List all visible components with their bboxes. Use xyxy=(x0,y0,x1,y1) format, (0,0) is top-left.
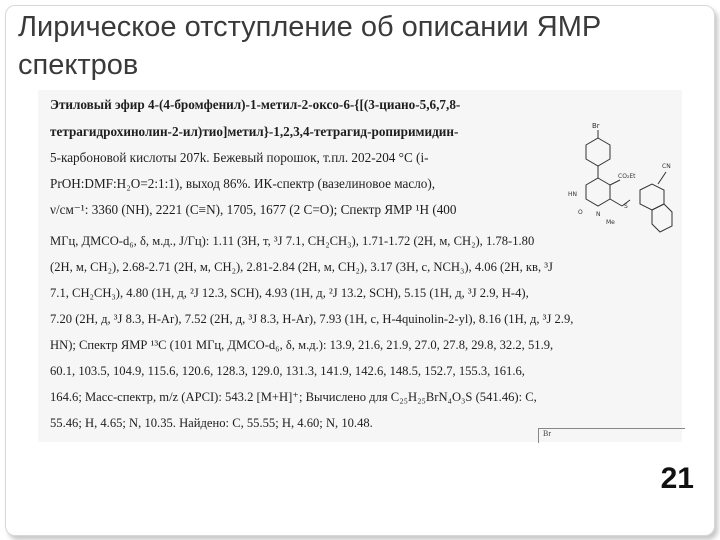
doc-line-13: 55.46; H, 4.65; N, 10.35. Найдено: C, 55.55; H, 4.60; N, 10.48. xyxy=(50,416,373,430)
doc-line-5: ν/см⁻¹: 3360 (NH), 2221 (C≡N), 1705, 1677 (2 C=O); Спектр ЯМР ¹H (400 xyxy=(50,202,457,217)
doc-line-12: 164.6; Масс-спектр, m/z (APCI): 543.2 [M+H]⁺; Вычислено для C₂₅H₂₅BrN₄O₃S (541.46): C, xyxy=(50,390,537,404)
label-nh: HN xyxy=(568,191,577,198)
document-scan xyxy=(38,90,682,442)
next-structure-fragment xyxy=(538,428,685,443)
label-s: S xyxy=(624,203,628,210)
slide-title: Лирическое отступление об описании ЯМР спектров xyxy=(18,11,602,81)
chemical-structure xyxy=(558,120,676,258)
doc-line-6: МГц, ДМСО-d₆, δ, м.д., J/Гц): 1.11 (3H, т, ³J 7.1, CH₂CH₃), 1.71-1.72 (2H, м, CH₂), 1.78-1.80 xyxy=(50,234,535,248)
label-n: N xyxy=(596,211,601,218)
fragment-label: Br xyxy=(543,429,551,438)
doc-line-4: PrOH:DMF:H₂O=2:1:1), выход 86%. ИК-спектр (вазелиновое масло), xyxy=(50,176,436,191)
label-ester: CO₂Et xyxy=(618,173,636,180)
doc-line-9: 7.20 (2H, д, ³J 8.3, H-Ar), 7.52 (2H, д, ³J 8.3, H-Ar), 7.93 (1H, с, H-4quinolin-2-yl), 8.16 (1H, д, ³J 2.9, xyxy=(50,312,574,326)
label-cn: CN xyxy=(662,163,671,170)
doc-line-3: 5-карбоновой кислоты 207k. Бежевый порошок, т.пл. 202-204 °С (i- xyxy=(50,150,429,165)
label-o: O xyxy=(578,209,583,216)
doc-line-1: Этиловый эфир 4-(4-бромфенил)-1-метил-2-оксо-6-{[(3-циано-5,6,7,8- xyxy=(50,97,461,112)
doc-line-8: 7.1, CH₂CH₃), 4.80 (1H, д, ²J 12.3, SCH), 4.93 (1H, д, ²J 13.2, SCH), 5.15 (1H, д, ³J 2.9, H-4), xyxy=(50,286,529,300)
doc-line-10: HN); Спектр ЯМР ¹³C (101 МГц, ДМСО-d₆, δ, м.д.): 13.9, 21.6, 21.9, 27.0, 27.8, 29.8, 32.2, 51.9, xyxy=(50,338,554,352)
label-me: Me xyxy=(606,219,615,226)
slide-number: 21 xyxy=(660,462,694,495)
doc-line-2: тетрагидрохинолин-2-ил)тио]метил}-1,2,3,4-тетрагид-ропиримидин- xyxy=(50,124,459,139)
label-br: Br xyxy=(592,122,600,130)
structure-drawing xyxy=(558,120,676,258)
doc-line-7: (2H, м, CH₂), 2.68-2.71 (2H, м, CH₂), 2.81-2.84 (2H, м, CH₂), 3.17 (3H, с, NCH₃), 4.06 (2H, кв, ³J xyxy=(50,260,553,274)
doc-line-11: 60.1, 103.5, 104.9, 115.6, 120.6, 128.3, 129.0, 131.3, 141.9, 142.6, 148.5, 152.7, 155.3, 161.6, xyxy=(50,364,525,378)
